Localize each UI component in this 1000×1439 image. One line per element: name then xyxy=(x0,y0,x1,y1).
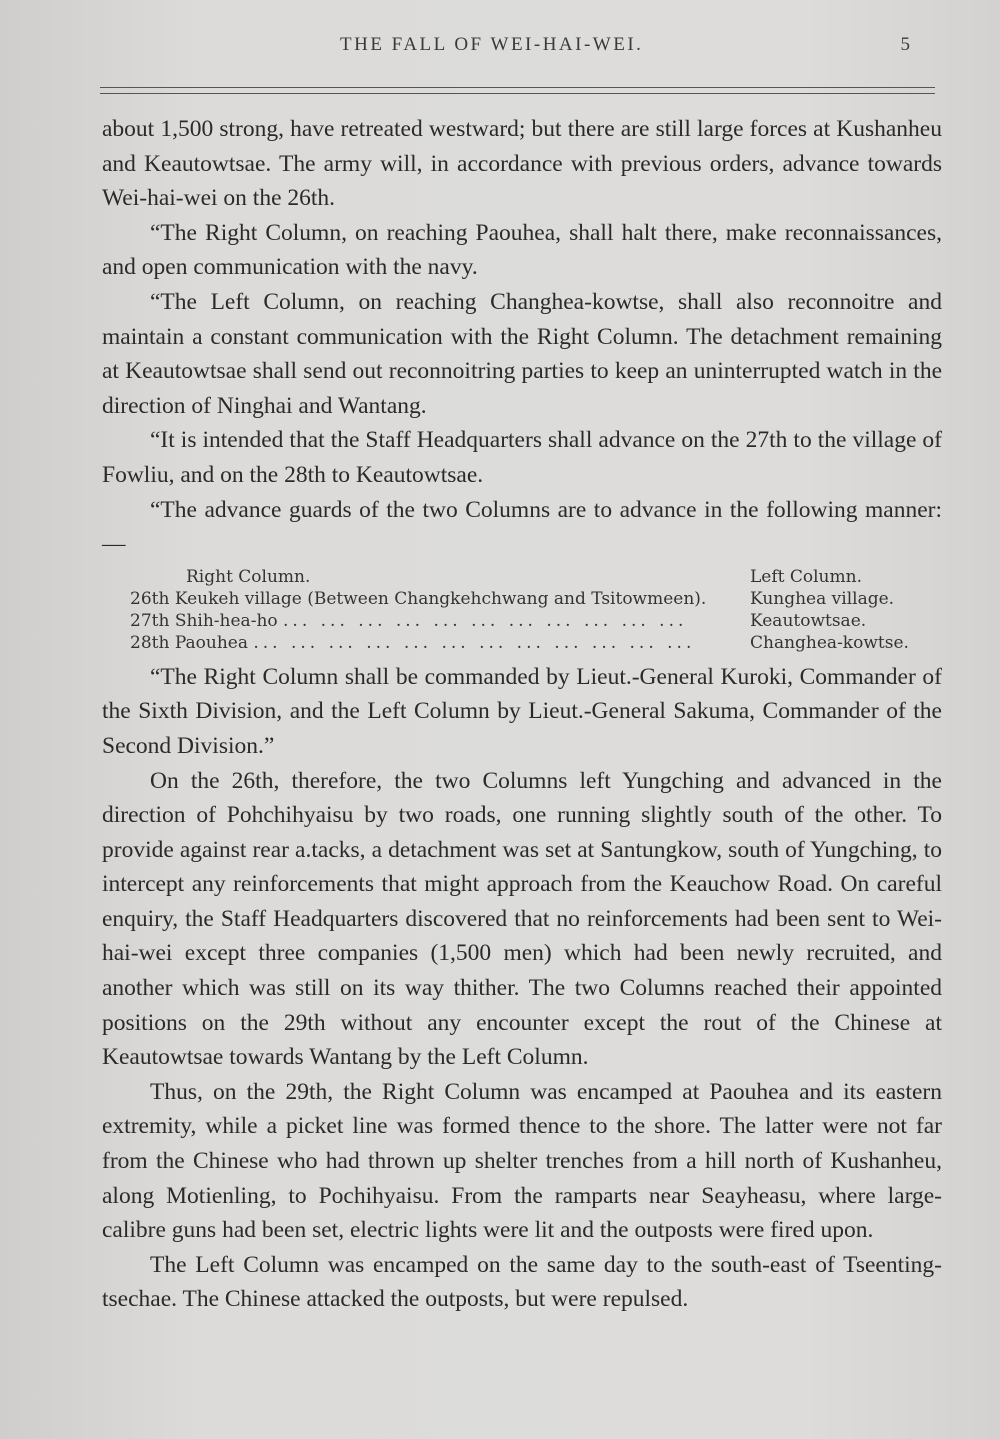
paragraph: The Left Column was encamped on the same day to the south-east of Tseenting-tsechae. The Chinese attacked the outposts, but were repulsed. xyxy=(102,1251,942,1313)
row-left-column: Kunghea village. xyxy=(750,588,895,609)
row-day: 28th xyxy=(130,632,170,653)
table-row xyxy=(130,610,930,632)
row-day: 26th xyxy=(130,588,170,609)
paragraph: “The Right Column, on reaching Paouhea, shall halt there, make reconnaissances, and open communication with the navy. xyxy=(102,219,942,281)
right-column-heading: Right Column. xyxy=(186,566,311,587)
left-column-heading: Left Column. xyxy=(750,566,862,587)
paragraph: “It is intended that the Staff Headquarters shall advance on the 27th to the village of Fowliu, and on the 28th to Keautowtsae. xyxy=(102,427,942,488)
paragraph: On the 26th, therefore, the two Columns left Yungching and advanced in the direction of Pohchihyaisu by two roads, one running slightly south of the other. To provide against rear a.tacks, a detachment was set at Santungkow, south of Yungching, to intercept any reinforcements that might approach from the Keauchow Road. On careful enquiry, the Staff Headquarters discovered that no reinforcements had been sent to Wei-hai-wei except three companies (1,500 men) which had been newly recruited, and another which was still on its way thither. The two Columns reached their appointed positions on the 29th without any encounter except the rout of the Chinese at Keautowtsae towards Wantang by the Left Column. xyxy=(102,767,942,1071)
columns-table-header xyxy=(130,566,930,588)
row-right-column: Paouhea xyxy=(174,632,248,653)
paragraph: “The Right Column shall be commanded by Lieut.-General Kuroki, Commander of the Sixth Division, and the Left Column by Lieut.-General Sakuma, Commander of the Second Division.” xyxy=(102,663,942,759)
row-right-column: Keukeh village (Between Changkehchwang and Tsitowmeen). xyxy=(174,588,707,609)
body-text xyxy=(102,112,942,1317)
paragraph: Thus, on the 29th, the Right Column was encamped at Paouhea and its eastern extremity, while a picket line was formed thence to the shore. The latter were not far from the Chinese who had thrown up shelter trenches from a hill north of Kushanheu, along Motienling, to Pochihyaisu. From the ramparts near Seayheasu, where large-calibre guns had been set, electric lights were lit and the outposts were fired upon. xyxy=(102,1078,942,1244)
row-left-column: Keautowtsae. xyxy=(750,610,867,631)
table-row xyxy=(130,588,930,610)
paragraph: about 1,500 strong, have retreated westward; but there are still large forces at Kushanheu and Keautowtsae. The army will, in accordance with previous orders, advance towards Wei-hai-wei on the 26th. xyxy=(102,116,942,212)
paragraph: “The advance guards of the two Columns are to advance in the following manner:— xyxy=(102,496,942,558)
header-rule-thin xyxy=(100,93,935,94)
row-day: 27th xyxy=(130,610,170,631)
page-number: 5 xyxy=(900,34,910,55)
row-left-column: Changhea-kowtse. xyxy=(750,632,909,653)
leader-dots: ... ... ... ... ... ... ... ... ... ... ... xyxy=(283,610,688,631)
columns-table xyxy=(130,566,930,654)
header-rule xyxy=(100,87,935,88)
row-right-column: Shih-hea-ho xyxy=(174,610,278,631)
running-head: THE FALL OF WEI-HAI-WEI. xyxy=(340,34,644,55)
table-row xyxy=(130,632,930,654)
page-header xyxy=(100,34,940,62)
paragraph: “The Left Column, on reaching Changhea-kowtse, shall also reconnoitre and maintain a constant communication with the Right Column. The detachment remaining at Keautowtsae shall send out reconnoitring parties to keep an uninterrupted watch in the direction of Ninghai and Wantang. xyxy=(102,288,942,419)
leader-dots: ... ... ... ... ... ... ... ... ... ... ... ... xyxy=(253,632,696,653)
